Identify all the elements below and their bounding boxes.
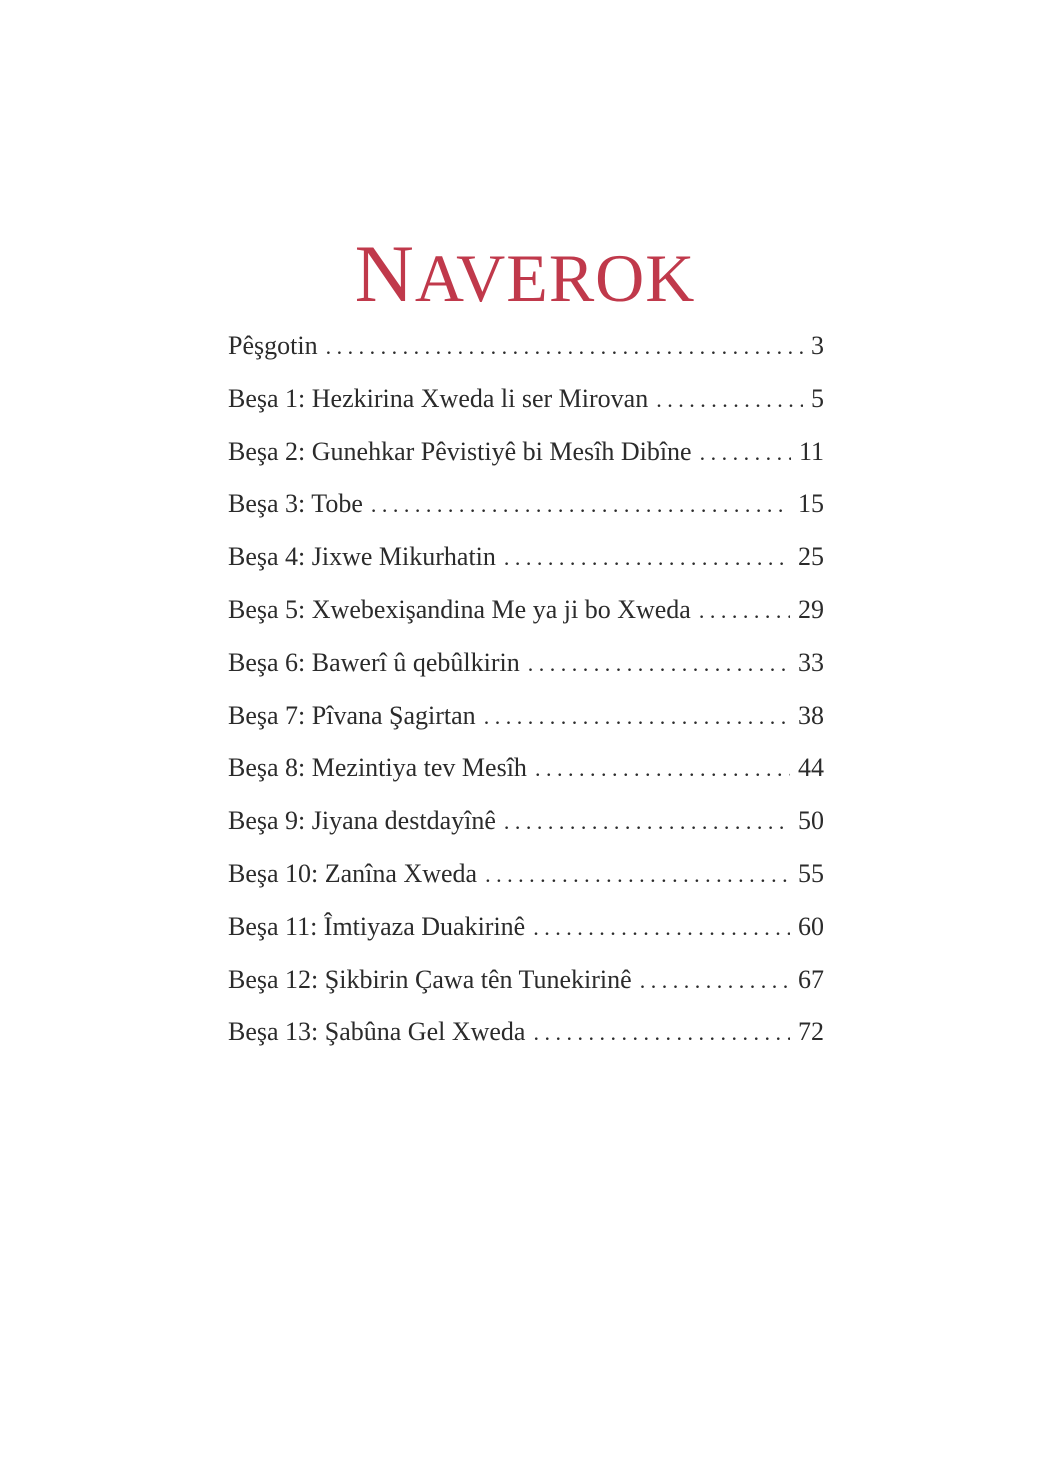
toc-dot-leader (504, 532, 790, 584)
toc-entry-page: 25 (798, 542, 824, 572)
toc-entry-label: Beşa 12: Şikbirin Çawa tên Tunekirinê (228, 964, 632, 994)
toc-entry-page: 55 (798, 858, 824, 888)
toc-entry[interactable] (228, 584, 824, 637)
toc-entry[interactable] (228, 478, 824, 531)
toc-entry-label: Beşa 5: Xwebexişandina Me ya ji bo Xweda (228, 594, 691, 624)
toc-entry[interactable] (228, 742, 824, 795)
toc-dot-leader (699, 585, 790, 637)
toc-entry-label: Beşa 6: Bawerî û qebûlkirin (228, 647, 520, 677)
toc-entry[interactable] (228, 320, 824, 373)
toc-entry-page: 11 (798, 436, 824, 466)
toc-entry-label: Beşa 7: Pîvana Şagirtan (228, 700, 476, 730)
toc-entry-page: 5 (811, 383, 824, 413)
toc-dot-leader (504, 796, 790, 848)
page-title (0, 227, 1050, 319)
toc-entry-label: Beşa 9: Jiyana destdayînê (228, 806, 496, 836)
toc-entry-page: 60 (798, 911, 824, 941)
toc-entry-page: 38 (798, 700, 824, 730)
toc-entry[interactable] (228, 1006, 824, 1059)
toc-entry-page: 67 (798, 964, 824, 994)
toc-dot-leader (371, 479, 790, 531)
toc-dot-leader (485, 849, 790, 901)
toc-dot-leader (700, 427, 791, 479)
toc-entry-label: Beşa 4: Jixwe Mikurhatin (228, 542, 496, 572)
toc-entry[interactable] (228, 531, 824, 584)
toc-entry[interactable] (228, 690, 824, 743)
toc-entry-page: 33 (798, 647, 824, 677)
toc-entry-label: Beşa 10: Zanîna Xweda (228, 858, 478, 888)
toc-entry-label: Pêşgotin (228, 331, 318, 360)
toc-entry-label: Beşa 8: Mezintiya tev Mesîh (228, 753, 527, 783)
toc-entry-page: 29 (798, 594, 824, 624)
title-remaining-letters: AVEROK (414, 239, 696, 316)
toc-entry[interactable] (228, 637, 824, 690)
toc-entry[interactable] (228, 795, 824, 848)
toc-entry[interactable] (228, 954, 824, 1007)
toc-dot-leader (656, 374, 803, 426)
toc-entry-label: Beşa 2: Gunehkar Pêvistiyê bi Mesîh Dibîne (228, 436, 692, 466)
toc-dot-leader (640, 955, 790, 1007)
toc-entry-page: 50 (798, 806, 824, 836)
toc-dot-leader (533, 902, 790, 954)
toc-dot-leader (528, 638, 790, 690)
toc-entry-label: Beşa 1: Hezkirina Xweda li ser Mirovan (228, 383, 649, 413)
toc-dot-leader (533, 1007, 790, 1059)
toc-entry-page: 72 (798, 1017, 824, 1047)
toc-entry[interactable] (228, 426, 824, 479)
toc-dot-leader (326, 321, 803, 373)
toc-dot-leader (535, 743, 790, 795)
toc-entry-label: Beşa 11: Îmtiyaza Duakirinê (228, 911, 526, 941)
toc-entry-page: 3 (811, 331, 824, 360)
toc-entry-page: 15 (798, 489, 824, 519)
toc-entry-label: Beşa 3: Tobe (228, 489, 363, 519)
toc-entry-page: 44 (798, 753, 824, 783)
toc-entry-label: Beşa 13: Şabûna Gel Xweda (228, 1017, 526, 1047)
toc-entry[interactable] (228, 848, 824, 901)
table-of-contents (228, 320, 824, 1059)
title-initial-letter: N (354, 227, 415, 319)
toc-entry[interactable] (228, 373, 824, 426)
toc-dot-leader (484, 691, 790, 743)
toc-entry[interactable] (228, 901, 824, 954)
